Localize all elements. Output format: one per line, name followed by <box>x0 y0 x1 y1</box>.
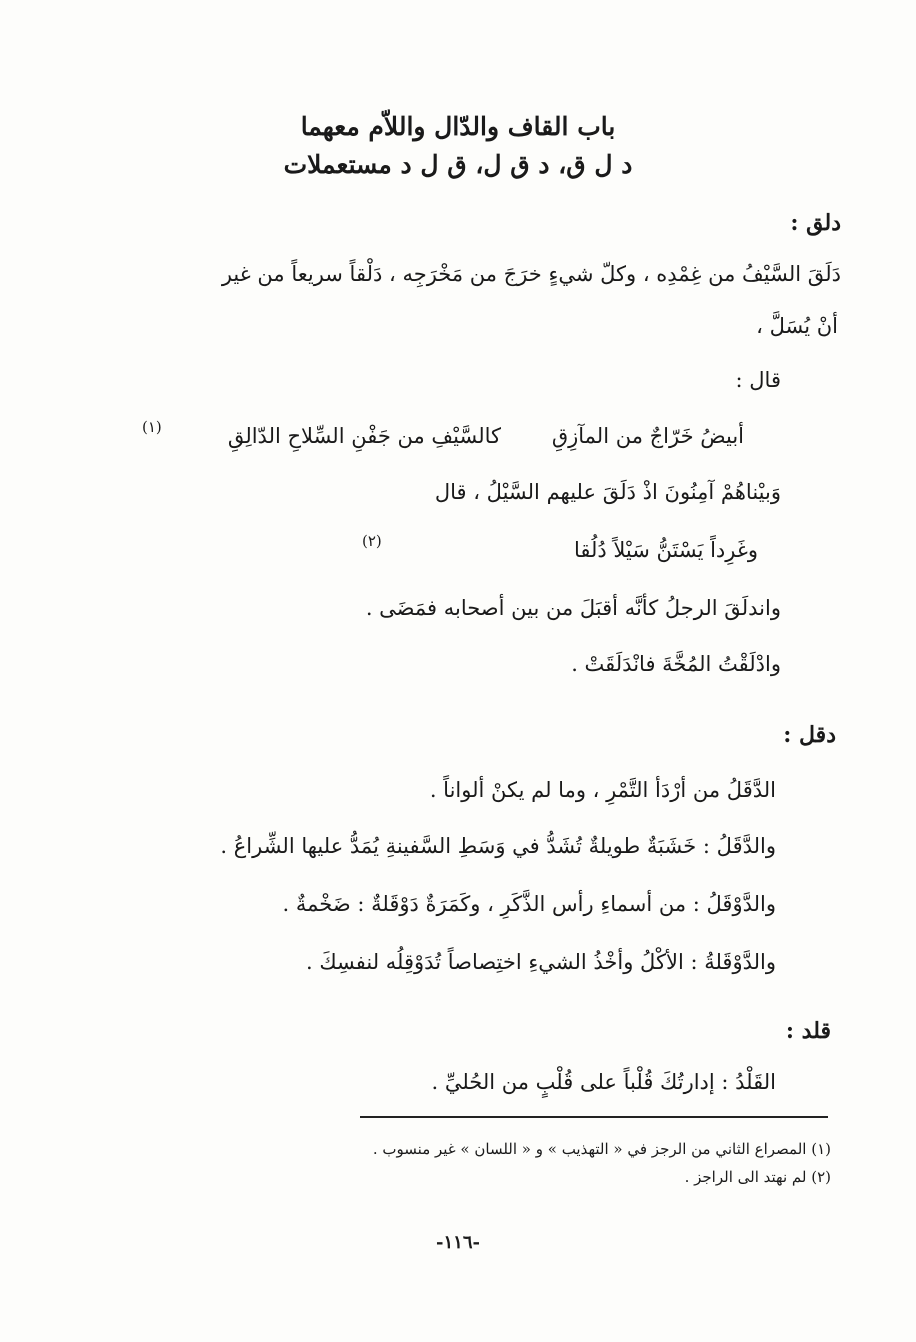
verse-hemistich-right: أبيضُ خَرّاجٌ من المآزِقِ <box>551 424 744 448</box>
footnote-divider <box>360 1116 828 1118</box>
daqal-line2: والدَّقَلُ : خَشَبَةٌ طويلةٌ تُشَدُّ في وَسَطِ السَّفينةِ يُمَدُّ عليها الشِّراعُ . <box>220 834 776 858</box>
verse-2: وغَرِداً يَسْتَنُّ سَيْلاً دُلُقا <box>573 538 758 562</box>
chapter-title: باب القاف والدّال واللاّم معهما <box>300 112 616 141</box>
verse-hemistich-left: كالسَّيْفِ من جَفْنِ السِّلاحِ الدّالِقِ <box>227 424 501 448</box>
entry-head-qalad: قلد : <box>785 1018 831 1044</box>
dalaq-text-line2: أنْ يُسَلَّ ، <box>756 314 838 338</box>
qal-label: قال : <box>735 368 781 392</box>
dalaq-idlaqtu-line: وادْلَقْتُ المُخَّةَ فانْدَلَقَتْ . <box>571 652 781 676</box>
entry-head-dalaq: دلق : <box>790 210 841 236</box>
dalaq-indalaqa-line: واندلَقَ الرجلُ كأنَّه أقبَلَ من بين أصحابه فمَضَى . <box>365 596 781 620</box>
qalad-line1: القَلْدُ : إدارتُكَ قُلْباً على قُلْبٍ من الحُليِّ . <box>431 1070 776 1094</box>
page-number: -١١٦- <box>436 1232 480 1253</box>
daqal-line3: والدَّوْقَلُ : من أسماءِ رأس الذَّكَرِ ، وكَمَرَةٌ دَوْقَلةٌ : ضَخْمةٌ . <box>282 892 776 916</box>
chapter-subtitle: د ل ق، د ق ل، ق ل د مستعملات <box>283 150 633 179</box>
footnote-ref-1: (١) <box>142 418 162 436</box>
dalaq-text-line1: دَلَقَ السَّيْفُ من غِمْدِه ، وكلّ شيءٍ خرَجَ من مَخْرَجِه ، دَلْقاً سريعاً من غير <box>221 262 841 286</box>
daqal-line4: والدَّوْقَلةُ : الأكْلُ وأخْذُ الشيءِ اختِصاصاً تُدَوْقِلُه لنفسِكَ . <box>305 950 776 974</box>
footnote-1: (١) المصراع الثاني من الرجز في « التهذيب » و « اللسان » غير منسوب . <box>372 1140 831 1158</box>
footnote-ref-2: (٢) <box>362 532 382 550</box>
dalaq-baynahum-line: وَبيْناهُمْ آمِنُونَ اذْ دَلَقَ عليهم السَّيْلُ ، قال <box>434 480 781 504</box>
footnote-2: (٢) لم نهتد الى الراجز . <box>684 1168 831 1186</box>
entry-head-daqal: دقل : <box>783 722 836 748</box>
daqal-line1: الدَّقَلُ من أرْدَأ التَّمْرِ ، وما لم يكنْ ألواناً . <box>429 778 776 802</box>
